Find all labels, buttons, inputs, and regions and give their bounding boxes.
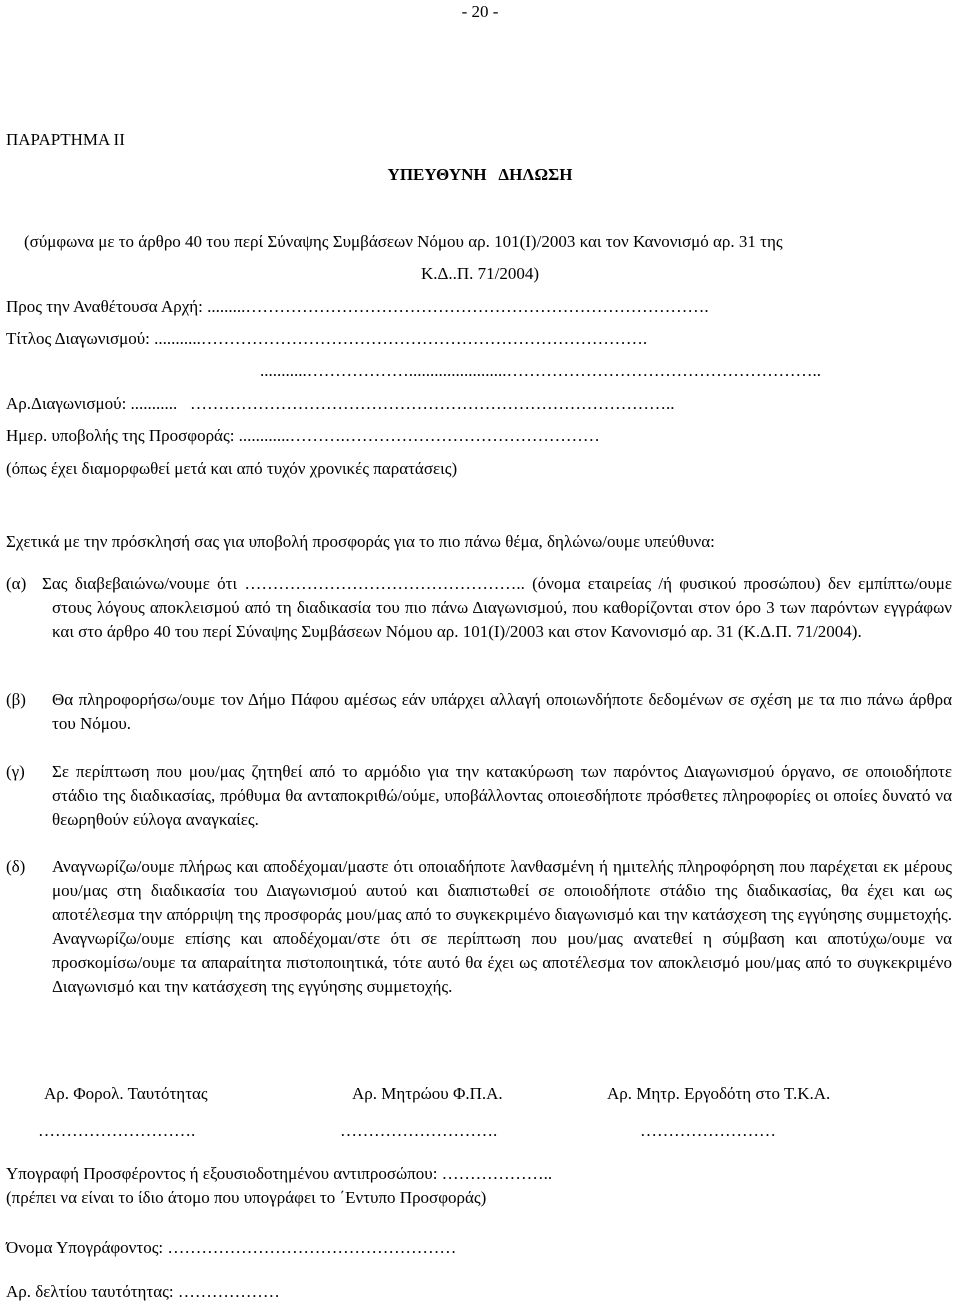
annex-title: ΠΑΡΑΡΤΗΜΑ ΙΙ bbox=[6, 130, 125, 149]
page-number: - 20 - bbox=[461, 2, 499, 21]
authority-field: Προς την Αναθέτουσα Αρχή: .........………………………………………………………………………. bbox=[6, 297, 709, 316]
tax-id-blank: ………………………. bbox=[38, 1121, 196, 1140]
item-text: Σε περίπτωση που μου/μας ζητηθεί από το αρμόδιο για την κατακύρωση των παρόντος Διαγωνισμού όργανο, σε οποιοδήποτε στάδιο της διαδικασίας, πρόθυμα θα ανταποκριθώ/ούμε, υποβάλλοντας οποιεσδήποτε πρόσθετες πληροφορίες οι οποίες δυνατό να θεωρηθούν εύλογα αναγκαίες. bbox=[52, 762, 952, 829]
signature-line: Υπογραφή Προσφέροντος ή εξουσιοδοτημένου αντιπροσώπου: ……………….. bbox=[6, 1164, 553, 1183]
signature-note: (πρέπει να είναι το ίδιο άτομο που υπογράφει το ΄Εντυπο Προσφοράς) bbox=[6, 1188, 487, 1207]
item-label: (δ) bbox=[6, 857, 26, 876]
employer-number-label: Αρ. Μητρ. Εργοδότη στο Τ.Κ.Α. bbox=[607, 1084, 831, 1103]
item-text: Σας διαβεβαιώνω/νουμε ότι ………………………………………….. (όνομα εταιρείας /ή φυσικού προσώπου) δεν εμπίπτω/ουμε στους λόγους αποκλεισμού από τη διαδικασία του πιο πάνω Διαγωνισμού, που καθορίζονται στον όρο 3 των παρόντων εγγράφων και στο άρθρο 40 του περί Σύναψης Συμβάσεων Νόμου αρ. 101(Ι)/2003 και στον Κανονισμό αρ. 31 (Κ.Δ.Π. 71/2004). bbox=[42, 574, 952, 641]
legal-reference-cont: Κ.Δ..Π. 71/2004) bbox=[420, 264, 540, 283]
vat-number-label: Αρ. Μητρώου Φ.Π.Α. bbox=[352, 1084, 503, 1103]
item-text: Θα πληροφορήσω/ουμε τον Δήμο Πάφου αμέσως εάν υπάρχει αλλαγή οποιωνδήποτε δεδομένων σε σχέση με τα πιο πάνω άρθρα του Νόμου. bbox=[52, 690, 952, 733]
submission-date-note: (όπως έχει διαμορφωθεί μετά και από τυχόν χρονικές παρατάσεις) bbox=[6, 459, 458, 478]
submission-date-field: Ημερ. υποβολής της Προσφοράς: ............……….……………………………………… bbox=[6, 426, 600, 445]
declaration-title: ΥΠΕΥΘΥΝΗ ΔΗΛΩΣΗ bbox=[387, 165, 573, 184]
id-card-field: Αρ. δελτίου ταυτότητας: ……………… bbox=[6, 1282, 280, 1301]
item-label: (α) bbox=[6, 574, 27, 593]
legal-reference: (σύμφωνα με το άρθρο 40 του περί Σύναψης Συμβάσεων Νόμου αρ. 101(Ι)/2003 και τον Κανονισμό αρ. 31 της bbox=[24, 232, 783, 251]
employer-number-blank: …………………… bbox=[640, 1121, 776, 1140]
item-label: (β) bbox=[6, 690, 26, 709]
tender-title-continuation: ...........……………….......................……………………………………………….. bbox=[260, 361, 821, 380]
declaration-intro: Σχετικά με την πρόσκλησή σας για υποβολή προσφοράς για το πιο πάνω θέμα, δηλώνω/ουμε υπεύθυνα: bbox=[6, 532, 715, 551]
vat-number-blank: ………………………. bbox=[340, 1121, 498, 1140]
item-label: (γ) bbox=[6, 762, 25, 781]
tax-id-label: Αρ. Φορολ. Ταυτότητας bbox=[44, 1084, 208, 1103]
item-text: Αναγνωρίζω/ουμε πλήρως και αποδέχομαι/μαστε ότι οποιαδήποτε λανθασμένη ή ημιτελής πληροφόρηση που παρέχεται εκ μέρους μου/μας στη διαδικασία του Διαγωνισμού αυτού και διαπιστωθεί σε οποιοδήποτε στάδιο της διαδικασίας, θα έχει και ως αποτέλεσμα την απόρριψη της προσφοράς μου/μας από το συγκεκριμένο διαγωνισμό και την κατάσχεση της εγγύησης συμμετοχής. Αναγνωρίζω/ουμε επίσης και αποδέχομαι/στε ότι σε περίπτωση που μου/μας ανατεθεί η σύμβαση και αποτύχω/ουμε να προσκομίσω/ουμε τα απαραίτητα πιστοποιητικά, τότε αυτό θα έχει ως αποτέλεσμα τον αποκλεισμό μου/μας από το συγκεκριμένο Διαγωνισμό και την κατάσχεση της εγγύησης συμμετοχής. bbox=[52, 857, 952, 996]
signer-name-field: Όνομα Υπογράφοντος: …………………………………………… bbox=[6, 1238, 457, 1257]
tender-number-field: Αρ.Διαγωνισμού: ........... ………………………………………………………………………….. bbox=[6, 394, 675, 413]
tender-title-field: Τίτλος Διαγωνισμού: ...........……………………………………………………………………. bbox=[6, 329, 648, 348]
